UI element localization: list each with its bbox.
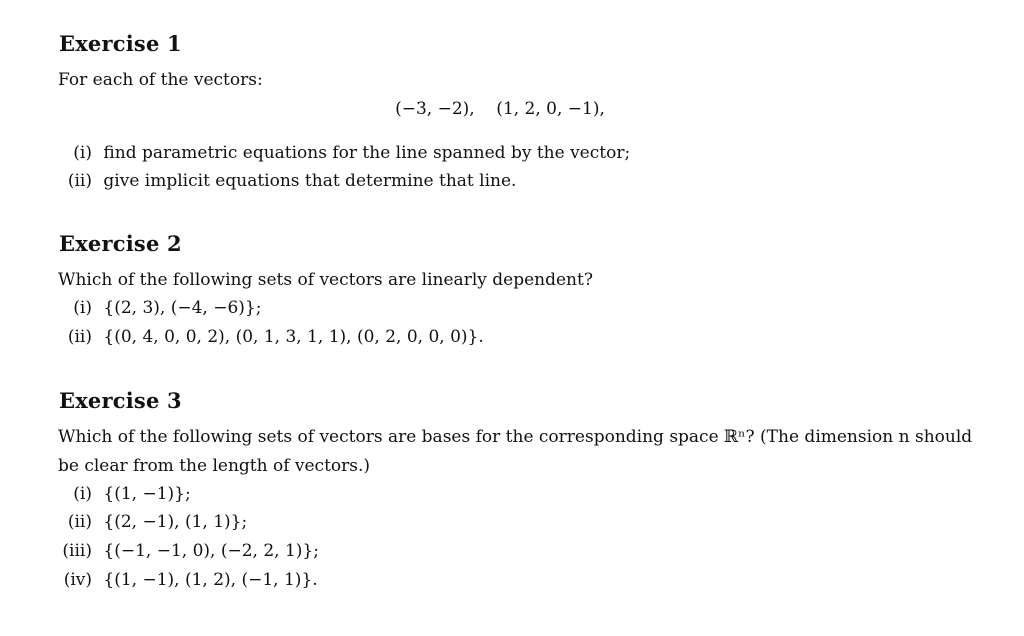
exercise-3-title: Exercise 3	[59, 388, 182, 413]
item-text: {(1, −1)};	[103, 484, 191, 504]
exercise-1-item-i	[58, 143, 630, 163]
item-text: find parametric equations for the line spanned by the vector;	[103, 143, 631, 163]
exercise-3-item-iii	[58, 541, 319, 561]
exercise-1-vectors: (−3, −2), (1, 2, 0, −1),	[395, 99, 605, 119]
item-text: {(2, −1), (1, 1)};	[103, 512, 248, 532]
item-number: (ii)	[67, 512, 92, 532]
exercise-3-intro-line-2: be clear from the length of vectors.)	[58, 456, 371, 476]
exercise-3-item-ii	[58, 512, 247, 532]
item-number: (iii)	[62, 541, 92, 561]
exercise-1-title: Exercise 1	[59, 31, 182, 56]
exercise-3-intro-line-1: Which of the following sets of vectors are bases for the corresponding space ℝⁿ? (The dimension n should	[58, 427, 973, 447]
exercise-2-item-i	[58, 298, 261, 318]
exercise-3-item-iv	[58, 570, 318, 590]
item-number: (i)	[73, 484, 92, 504]
item-number: (ii)	[67, 327, 92, 347]
item-text: {(2, 3), (−4, −6)};	[103, 298, 262, 318]
exercise-1-item-ii	[58, 171, 516, 191]
exercise-2-item-ii	[58, 327, 484, 347]
item-number: (i)	[73, 143, 92, 163]
item-number: (iv)	[63, 570, 92, 590]
item-number: (ii)	[67, 171, 92, 191]
item-text: give implicit equations that determine that line.	[103, 171, 517, 191]
exercise-1-intro: For each of the vectors:	[58, 70, 263, 90]
exercise-2-intro: Which of the following sets of vectors are linearly dependent?	[58, 270, 593, 290]
exercise-3-item-i	[58, 484, 191, 504]
exercise-2-title: Exercise 2	[59, 231, 182, 256]
item-text: {(1, −1), (1, 2), (−1, 1)}.	[103, 570, 318, 590]
item-text: {(−1, −1, 0), (−2, 2, 1)};	[103, 541, 319, 561]
item-number: (i)	[73, 298, 92, 318]
item-text: {(0, 4, 0, 0, 2), (0, 1, 3, 1, 1), (0, 2, 0, 0, 0)}.	[103, 327, 484, 347]
